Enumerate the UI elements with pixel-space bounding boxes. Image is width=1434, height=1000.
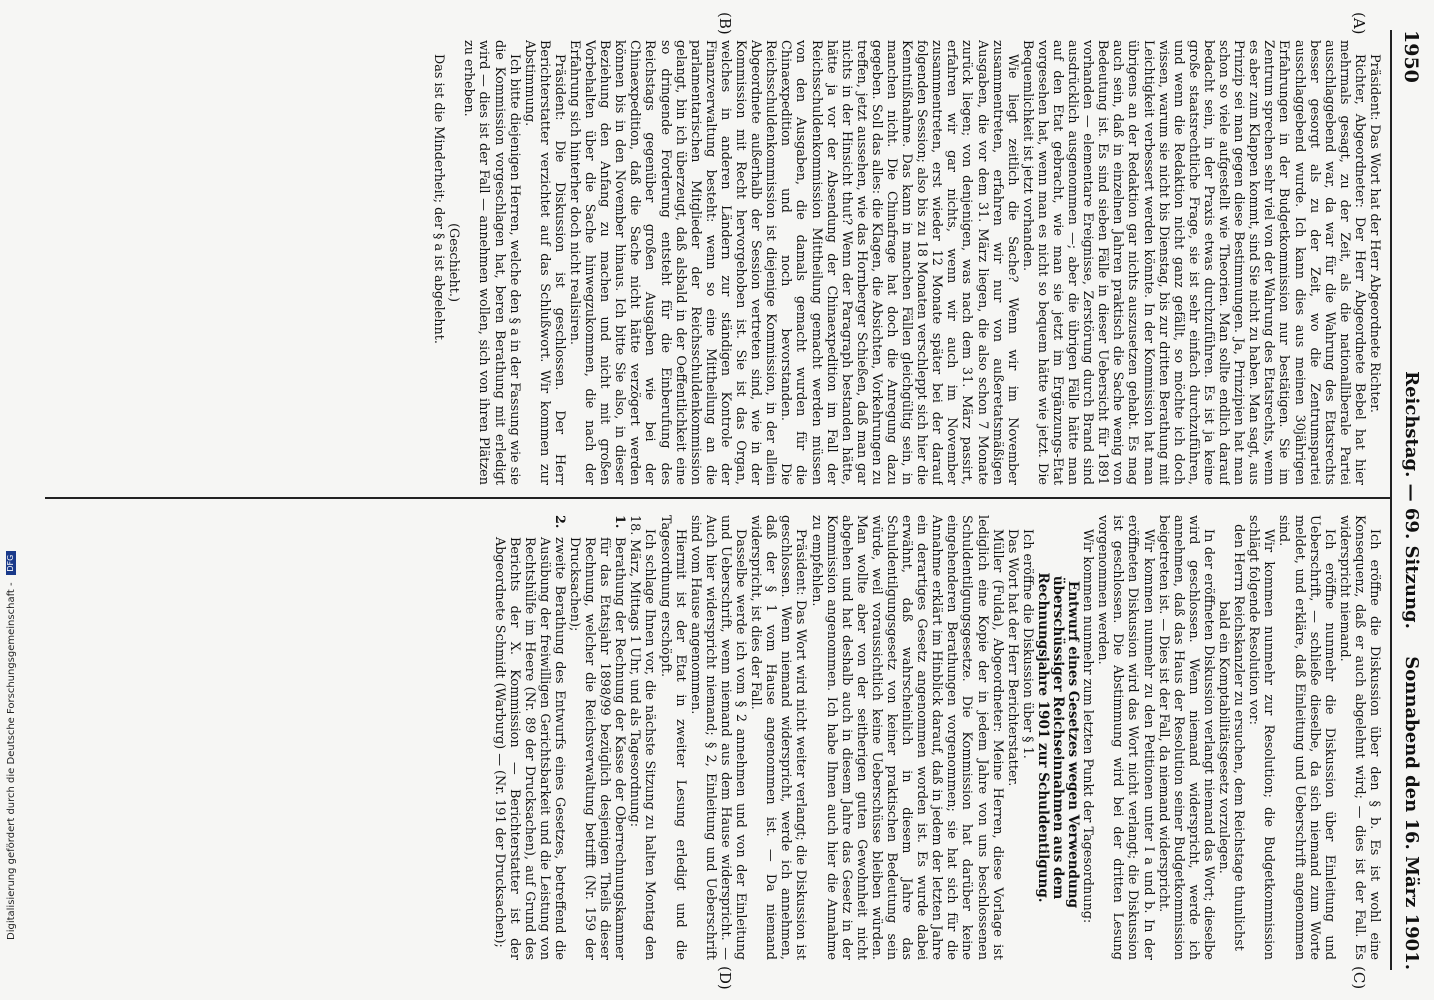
- paragraph: Wir kommen nunmehr zur Resolution; die Budgetkommission schlägt folgende Resolution vor:: [1246, 515, 1277, 960]
- resolution-text: den Herrn Reichskanzler zu ersuchen, dem Reichstage thunlichst bald ein Komptabilitätsgesetz vorzulegen.: [1216, 524, 1247, 951]
- digitization-footer: [6, 60, 20, 940]
- left-column: [52, 40, 1382, 485]
- paragraph: Präsident: Das Wort hat der Herr Abgeordnete Richter.: [1367, 54, 1382, 413]
- agenda-item-text: Berathung der Rechnung der Kasse der Oberrechnungskammer für das Etatsjahr 1898/99 bezüglich desjenigen Theils dieser Rechnung, welcher die Reichsverwaltung betrifft (Nr. 159 der Drucksachen);: [567, 537, 628, 960]
- agenda-item-number: 2.: [551, 515, 567, 529]
- running-title: Reichstag. — 69. Sitzung.: [1401, 371, 1422, 629]
- agenda-item: [491, 515, 566, 960]
- paragraph: Müller (Fulda), Abgeordneter: Meine Herren, diese Vorlage ist lediglich eine Kopie der in jedem Jahre von uns beschlossenen Schuldentilgungsgesetze. Die Kommission hat darüber keine eingehenderen Berathungen vorgenommen; sie hat sich für die Annahme erklärt im Hinblick darauf, daß in jedem der letzten Jahre ein derartiges Gesetz angenommen worden ist. Es wurde dabei erwähnt, daß wahrscheinlich in diesem Jahre das Schuldentilgungsgesetz von keiner praktischen Bedeutung sein würde, weil voraussichtlich keine Ueberschüsse bleiben würden. Man wollte aber von der seitherigen guten Gewohnheit nicht abgehen und hat deshalb auch in diesem Jahre das Gesetz in der Kommission angenommen. Ich habe Ihnen auch hier die Annahme zu empfehlen.: [808, 515, 1005, 960]
- stage-direction: (Geschieht.): [446, 223, 462, 302]
- agenda-item: [567, 515, 627, 960]
- footer-text: Digitalisierung gefördert durch die Deutsche Forschungsgemeinschaft -: [6, 582, 17, 940]
- margin-marker-c: (C): [1350, 966, 1368, 990]
- paragraph: Wir kommen nunmehr zum letzten Punkt der Tagesordnung:: [1080, 529, 1096, 924]
- paragraph: Das Wort hat der Herr Berichterstatter.: [1004, 529, 1020, 787]
- dfg-logo: DFG: [6, 551, 16, 575]
- paragraph: Richter, Abgeordneter: Der Herr Abgeordnete Bebel hat hier mehrmals gesagt, zu der Zeit, als die nationalliberale Partei ausschlaggebend war, da war für die Wahrung des Etatsrechts besser gesorgt als zu der Zeit, wo die Zentrumspartei ausschlaggebend wurde. Ich kann dies aus meinen 30jährigen Erfahrungen in der Budgetkommission nur bestätigen. Sie im Zentrum sprechen sehr viel von der Wahrung des Etatsrechts, wenn es aber zum Klappen kommt, sind Sie nicht zu haben. Man sagt, aus Prinzip sei man gegen diese Bestimmungen. Ja, Prinzipien hat man schon so viele aufgestellt wie Theorien. Man sollte endlich darauf bedacht sein, in der Praxis etwas durchzuführen. Es ist ja keine große staatsrechtliche Frage, sie ist sehr einfach durchzuführen, und wenn die Redaktion nicht ganz gefällt, so möchte ich doch wissen, warum sie nicht bis Dienstag, bis zur dritten Berathung mit Leichtigkeit verbessert werden könnte. In der Kommission hat man übrigens an der Redaktion gar nichts auszusetzen gehabt. Es mag auch sein, daß in einzelnen Jahren praktisch die Sache wenig von Bedeutung ist. Es sind sieben Fälle in dieser Uebersicht für 1891 vorhanden — elementare Ereignisse, Zerstörung durch Brand sind ausdrücklich ausgenommen —; aber die übrigen Fälle hätte man auf den Etat gebracht, wie man sie jetzt im Ergänzungs-Etat vorgesehen hat, wenn man es nicht so bequem hätte wie jetzt. Die Bequemlichkeit ist jetzt vorhanden.: [1019, 40, 1367, 485]
- bill-title: Entwurf eines Gesetzes wegen Verwendung überschüssiger Reichseinnahmen aus dem Rechnungsjahre 1901 zur Schuldentilgung.: [1034, 572, 1082, 909]
- paragraph: Dasselbe werde ich vom § 2 annehmen und von der Einleitung und Ueberschrift, wenn niemand aus dem Hause widerspricht. — Auch hier widerspricht niemand; § 2, Einleitung und Ueberschrift sind vom Hause angenommen.: [687, 515, 749, 960]
- paragraph: Wie liegt zeitlich die Sache? Wenn wir im November zusammentreten, erfahren wir nur von außeretatsmäßigen Ausgaben, die vor dem 31. März liegen, die also schon 7 Monate zurück liegen; von denjenigen, was nach dem 31. März passirt, erfahren wir gar nichts, wenn wir auch im November zusammentreten, erst wieder 12 Monate später bei der darauf folgenden Session; also bis zu 18 Monaten verschleppt sich hier die Kenntnißnahme. Das kann in manchen Fällen gleichgültig sein, in manchen nicht. Die Chinafrage hat doch die Anregung dazu gegeben. Soll das alles: die Klagen, die Absichten, Vorkehrungen zu treffen, jetzt aussehen, wie das Hornberger Schießen, daß man gar nichts in der Hinsicht thut? Wenn der Paragraph bestanden hätte, hätte ja vor der Absendung der Chinaexpedition im Fall der Reichsschuldenkommission Mittheilung gemacht werden müssen von den Ausgaben, die damals gemacht wurden für die Chinaexpedition und noch bevorstanden. Die Reichsschuldenkommission ist diejenige Kommission, in der allein Abgeordnete außerhalb der Session vertreten sind, wie in der Kommission mit Recht hervorgehoben ist. Sie ist das Organ, welches in anderen Ländern zur ständigen Kontrole der Finanzverwaltung besteht: wenn so eine Mittheilung an die parlamentarischen Mitglieder der Reichsschuldenkommission gelangt, bin ich überzeugt, daß alsbald in der Oeffentlichkeit eine so dringende Forderung entsteht für die Einberufung des Reichstags gegenüber großen Ausgaben wie bei der Chinaexpedition, daß die Sache nicht hätte verzögert werden können bis in den November hinaus. Ich bitte Sie also, in dieser Beziehung den Anfang zu machen und nicht mit großen Vorbehalten über die Sache hinwegzukommen, die nach der Erfahrung sich hinterher doch nicht realisiren.: [567, 40, 1020, 485]
- session-date: Sonnabend den 16. März 1901.: [1401, 656, 1422, 970]
- paragraph: Präsident: Die Diskussion ist geschlossen. Der Herr Berichterstatter verzichtet auf das Schlußwort. Wir kommen zur Abstimmung.: [521, 40, 567, 485]
- margin-marker-d: (D): [716, 966, 734, 990]
- page-number: 1950: [1400, 30, 1422, 83]
- right-column: [52, 515, 1382, 960]
- margin-marker-b: (B): [716, 12, 734, 35]
- agenda-item-text: zweite Berathung des Entwurfs eines Gesetzes, betreffend die Ausübung der freiwilligen Gerichtsbarkeit und die Leistung von Rechtshülfe im Heere (Nr. 89 der Drucksachen), auf Grund des Berichts der X. Kommission — Berichterstatter ist der Abgeordnete Schmidt (Warburg) — (Nr. 191 der Drucksachen);: [491, 537, 567, 960]
- column-divider: [45, 497, 1390, 499]
- header-rule: [1390, 30, 1392, 970]
- paragraph: Ich bitte diejenigen Herren, welche den § a in der Fassung wie sie die Kommission vorgeschlagen hat, beren Berathung mit erledigt wird — dies ist der Fall — annehmen wollen, sich von ihren Plätzen zu erheben.: [461, 40, 522, 485]
- paragraph: Ich eröffne die Diskussion über § 1.: [1019, 529, 1035, 759]
- paragraph: Ich eröffne die Diskussion über den § b. Es ist wohl eine Konsequenz, daß er auch abgelehnt wird; — dies ist der Fall. Es widerspricht niemand.: [1336, 515, 1382, 960]
- margin-marker-a: (A): [1350, 12, 1368, 35]
- paragraph: Hiermit ist der Etat in zweiter Lesung erledigt und die Tagesordnung erschöpft.: [657, 515, 688, 960]
- paragraph: Präsident: Das Wort wird nicht weiter verlangt; die Diskussion ist geschlossen. Wenn niemand widerspricht, werde ich annehmen, daß der § 1 vom Hause angenommen ist. — Da niemand widerspricht, ist dies der Fall.: [748, 515, 809, 960]
- paragraph: Wir kommen nunmehr zu den Petitionen unter I a und b. In der eröffneten Diskussion wird das Wort nicht verlangt; die Diskussion ist geschlossen. Die Abstimmung wird bei der dritten Lesung vorgenommen werden.: [1095, 515, 1156, 960]
- page-header: [1398, 30, 1422, 970]
- paragraph: Ich eröffne nunmehr die Diskussion über Einleitung und Ueberschrift, — schließe dieselbe, da sich niemand zum Worte meldet, und erkläre, daß Einleitung und Ueberschrift angenommen sind.: [1276, 515, 1337, 960]
- agenda-item-number: 1.: [612, 515, 628, 529]
- paragraph: Ich schlage Ihnen vor, die nächste Sitzung zu halten Montag den 18. März, Mittags 1 Uhr, und als Tagesordnung:: [627, 515, 658, 960]
- paragraph: Das ist die Minderheit; der § a ist abgelehnt.: [431, 54, 447, 344]
- paragraph: In der eröffneten Diskussion verlangt niemand das Wort; dieselbe wird geschlossen. Wenn niemand widerspricht, werde ich annehmen, daß das Haus der Resolution seiner Budgetkommission beigetreten ist. — Dies ist der Fall, da niemand widerspricht.: [1155, 515, 1216, 960]
